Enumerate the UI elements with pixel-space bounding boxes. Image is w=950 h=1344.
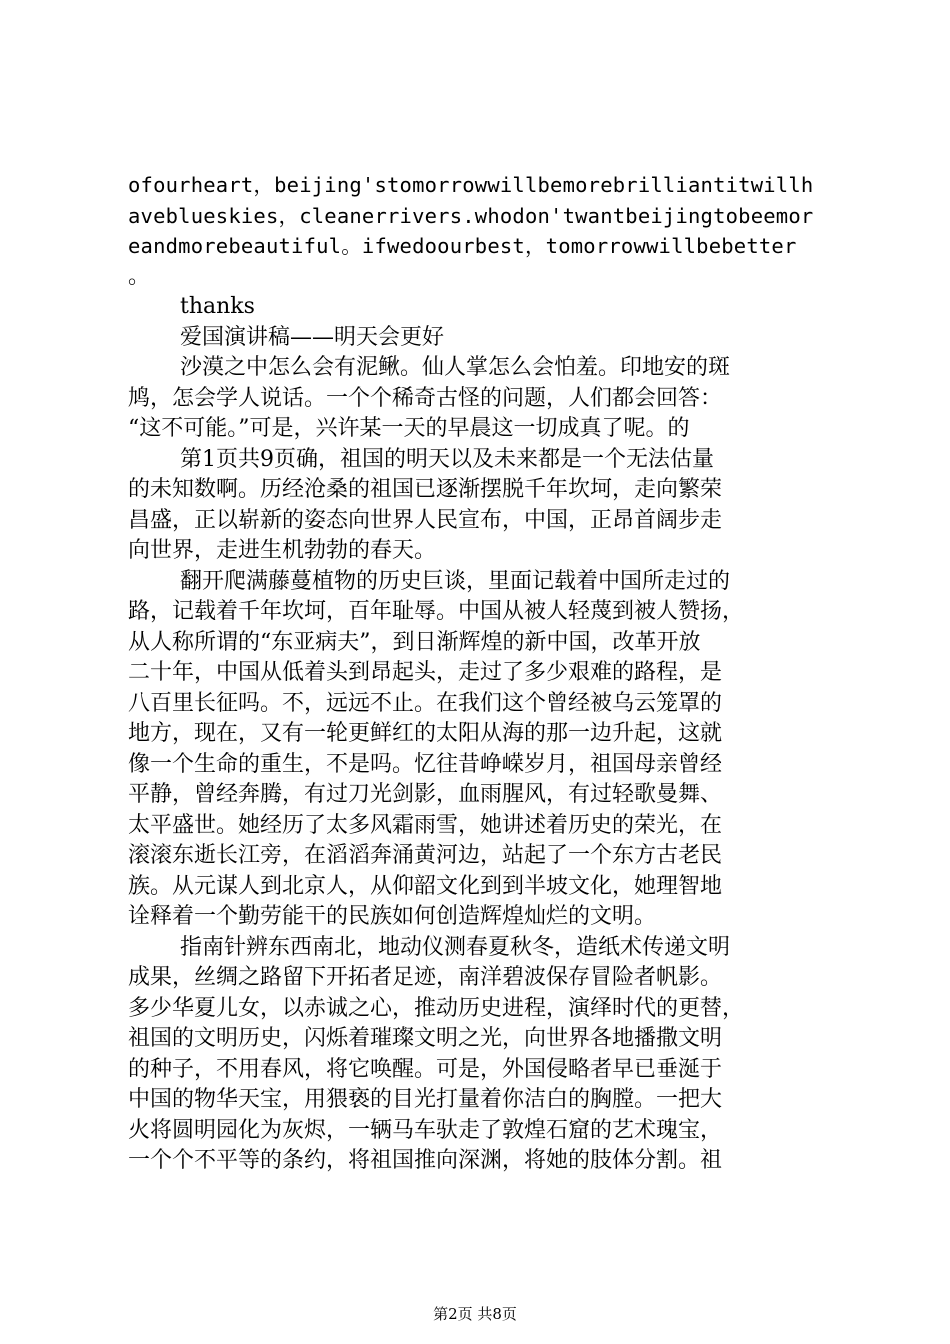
english-line: 。 (128, 263, 151, 289)
paragraph-line: 祖国的文明历史，闪烁着璀璨文明之光，向世界各地播撒文明 (128, 1026, 723, 1051)
paragraph-line: 的未知数啊。历经沧桑的祖国已逐渐摆脱千年坎坷，走向繁荣 (128, 477, 723, 502)
paragraph-line: 中国的物华天宝，用猥亵的目光打量着你洁白的胸膛。一把大 (128, 1087, 723, 1112)
english-line: eandmorebeautiful。ifwedoourbest，tomorrowwillbebetter (128, 234, 797, 258)
paragraph-line: 族。从元谋人到北京人，从仰韶文化到到半坡文化，她理智地 (128, 873, 723, 899)
paragraph-line: 滚滚东逝长江旁，在滔滔奔涌黄河边，站起了一个东方古老民 (128, 843, 723, 868)
paragraph-line: 沙漠之中怎么会有泥鳅。仙人掌怎么会怕羞。印地安的斑 (180, 355, 731, 380)
paragraph-line: 第1页共9页确，祖国的明天以及未来都是一个无法估量 (180, 446, 714, 472)
paragraph-line: 向世界，走进生机勃勃的春天。 (128, 538, 437, 563)
page-footer: 第2页 共8页 (433, 1305, 517, 1323)
paragraph-line: 从人称所谓的“东亚病夫”，到日渐辉煌的新中国，改革开放 (128, 629, 701, 655)
paragraph-line: 太平盛世。她经历了太多风霜雨雪，她讲述着历史的荣光，在 (128, 812, 723, 838)
paragraph-line: 指南针辨东西南北，地动仪测春夏秋冬，造纸术传递文明 (180, 934, 731, 960)
english-line: ofourheart，beijing'stomorrowwillbemorebrilliantitwillh (128, 173, 814, 197)
paragraph-line: 多少华夏儿女，以赤诚之心，推动历史进程，演绎时代的更替， (128, 995, 745, 1021)
paragraph-line: 成果，丝绸之路留下开拓者足迹，南洋碧波保存冒险者帆影。 (128, 965, 723, 990)
paragraph-line: 路，记载着千年坎坷，百年耻辱。中国从被人轻蔑到被人赞扬， (128, 599, 745, 624)
paragraph-line: 二十年，中国从低着头到昂起头，走过了多少艰难的路程，是 (128, 660, 723, 685)
paragraph-line: 八百里长征吗。不，远远不止。在我们这个曾经被乌云笼罩的 (128, 690, 723, 716)
paragraph-line: 昌盛，正以崭新的姿态向世界人民宣布，中国，正昂首阔步走 (128, 507, 723, 533)
paragraph-line: 一个个不平等的条约，将祖国推向深渊，将她的肢体分割。祖 (128, 1148, 723, 1173)
paragraph-line: 平静，曾经奔腾，有过刀光剑影，血雨腥风，有过轻歌曼舞、 (128, 782, 723, 807)
paragraph-line: 像一个生命的重生，不是吗。忆往昔峥嵘岁月，祖国母亲曾经 (128, 751, 723, 777)
paragraph-line: 火将圆明园化为灰烬，一辆马车驮走了敦煌石窟的艺术瑰宝， (128, 1117, 723, 1143)
english-line: aveblueskies，cleanerrivers.whodon'twantbeijingtobeemor (128, 203, 814, 228)
paragraph-line: 地方，现在，又有一轮更鲜红的太阳从海的那一边升起，这就 (128, 721, 723, 746)
paragraph-line: “这不可能。”可是，兴许某一天的早晨这一切成真了呢。的 (128, 416, 690, 441)
thanks-line: thanks (180, 294, 255, 319)
paragraph-line: 翻开爬满藤蔓植物的历史巨谈，里面记载着中国所走过的 (180, 568, 731, 594)
document-body (128, 170, 832, 1177)
speech-title: 爱国演讲稿——明天会更好 (180, 324, 445, 350)
paragraph-line: 诠释着一个勤劳能干的民族如何创造辉煌灿烂的文明。 (128, 904, 657, 929)
paragraph-line: 鸠，怎会学人说话。一个个稀奇古怪的问题，人们都会回答： (128, 385, 723, 411)
paragraph-line: 的种子，不用春风，将它唤醒。可是，外国侵略者早已垂涎于 (128, 1056, 723, 1082)
